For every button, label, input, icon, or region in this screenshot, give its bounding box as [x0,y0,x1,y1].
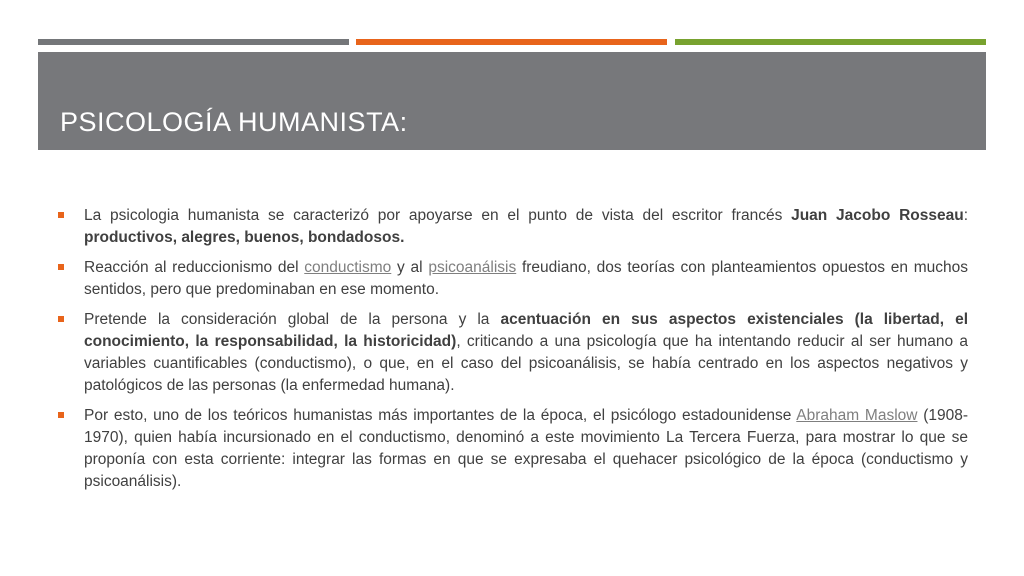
bullet-square-icon [58,264,64,270]
bullet-list [58,205,968,501]
bullet-square-icon [58,316,64,322]
accent-bar-orange [356,39,667,45]
bullet-square-icon [58,412,64,418]
title-band [38,52,986,150]
bullet-text: : [963,207,968,224]
bullet-text: freudiano, dos teorías con planteamientos opuestos en muchos sentidos, pero que predominaban en ese momento. [84,259,968,298]
bullet-text: La psicologia humanista se caracterizó por apoyarse en el punto de vista del escritor francés [84,207,792,224]
bullet-item-1 [58,205,968,249]
link-psicoanalisis[interactable]: psicoanálisis [428,259,517,276]
link-abraham-maslow[interactable]: Abraham Maslow [796,407,918,424]
bold-text-author: Juan Jacobo Rosseau [791,207,964,224]
bullet-text: Reacción al reduccionismo del [84,259,305,276]
bullet-item-4 [58,405,968,493]
bullet-text: , criticando a una psicología que ha intentando reducir al ser humano a variables cuantificables (conductismo), o que, en el caso del psicoanálisis, se había centrado en los aspectos negativos y patológicos de las personas (la enfermedad humana). [84,333,968,394]
bullet-item-2 [58,257,968,301]
bold-text-traits: productivos, alegres, buenos, bondadosos. [84,229,405,246]
accent-bar-green [675,39,986,45]
bullet-square-icon [58,212,64,218]
bold-text-aspects: acentuación en sus aspectos existenciales (la libertad, el conocimiento, la responsabilidad, la historicidad) [84,311,968,350]
bullet-text: Pretende la consideración global de la persona y la [84,311,501,328]
bullet-text: Por esto, uno de los teóricos humanistas más importantes de la época, el psicólogo estadounidense [84,407,797,424]
link-conductismo[interactable]: conductismo [304,259,392,276]
bullet-text: (1908-1970), quien había incursionado en el conductismo, denominó a este movimiento La Tercera Fuerza, para mostrar lo que se proponía con esta corriente: integrar las formas en que se expresaba el quehacer psicológico de la época (conductismo y psicoanálisis). [84,407,968,490]
bullet-item-3 [58,309,968,397]
accent-bar-gray [38,39,349,45]
slide-title: PSICOLOGÍA HUMANISTA: [60,107,408,137]
bullet-text: y al [391,259,429,276]
